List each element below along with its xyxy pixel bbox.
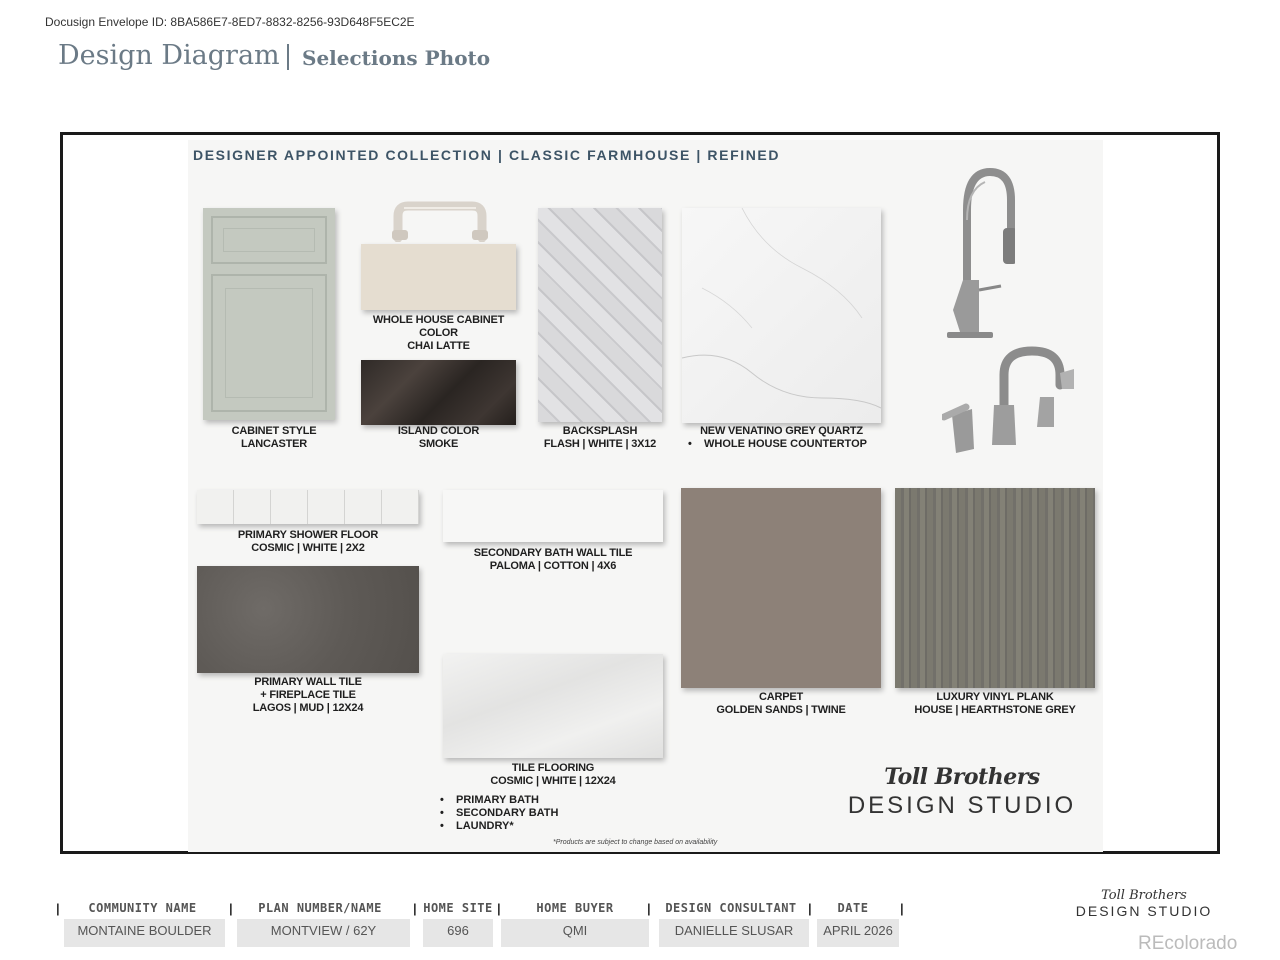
secondary-bath-label: SECONDARY BATH WALL TILE PALOMA | COTTON | 4X6 (473, 547, 633, 572)
secondary-bath-wall-swatch (443, 490, 663, 542)
date-field: APRIL 2026 (817, 919, 899, 947)
design-consultant-header: DESIGN CONSULTANT (665, 901, 797, 915)
envelope-id: Docusign Envelope ID: 8BA586E7-8ED7-8832-8256-93D648F5EC2E (45, 15, 415, 29)
primary-wall-tile-swatch (197, 566, 419, 673)
disclaimer: *Products are subject to change based on availability (553, 839, 718, 846)
footer-divider: | (808, 901, 812, 916)
island-label: ISLAND COLOR SMOKE (397, 425, 480, 450)
page-title: Design Diagram (58, 40, 280, 71)
home-buyer-field: QMI (501, 919, 649, 947)
footer-divider: | (647, 901, 651, 916)
shower-floor-swatch (197, 490, 419, 524)
lvp-swatch (895, 488, 1095, 688)
cabinet-pull-icon (390, 190, 490, 242)
tile-flooring-label: TILE FLOORING COSMIC | WHITE | 12X24 (490, 762, 616, 787)
shower-floor-label: PRIMARY SHOWER FLOOR COSMIC | WHITE | 2X2 (237, 529, 379, 554)
lvp-label: LUXURY VINYL PLANK HOUSE | HEARTHSTONE GREY (914, 691, 1076, 716)
carpet-swatch (681, 488, 881, 688)
backsplash-swatch (538, 208, 662, 422)
bath-faucet-icon (942, 345, 1082, 455)
community-name-field: MONTAINE BOULDER (64, 919, 225, 947)
design-consultant-field: DANIELLE SLUSAR (659, 919, 809, 947)
island-smoke-swatch (361, 360, 516, 425)
plan-field: MONTVIEW / 62Y (237, 919, 410, 947)
kitchen-faucet-icon (945, 160, 1015, 340)
community-name-header: COMMUNITY NAME (88, 901, 197, 915)
page-subtitle: Selections Photo (302, 46, 491, 70)
cabinet-door-swatch (203, 208, 335, 420)
footer-divider: | (229, 901, 233, 916)
quartz-veining (682, 208, 881, 423)
watermark: REcolorado (1138, 933, 1238, 954)
footer-brand-logo (1068, 888, 1220, 919)
date-header: DATE (837, 901, 869, 915)
footer-divider: | (900, 901, 904, 916)
chai-latte-swatch (361, 244, 516, 310)
cabinet-label: CABINET STYLE LANCASTER (231, 425, 317, 450)
brand-sub: DESIGN STUDIO (847, 792, 1077, 819)
home-site-field: 696 (423, 919, 493, 947)
home-site-header: HOME SITE (423, 901, 493, 915)
brand-name: Toll Brothers (884, 764, 1040, 790)
home-buyer-header: HOME BUYER (536, 901, 614, 915)
whole-house-cabinet-label: WHOLE HOUSE CABINET COLOR CHAI LATTE (372, 314, 505, 352)
tile-flooring-swatch (443, 654, 663, 758)
board-brand-logo (842, 764, 1082, 820)
footer-brand-sub: DESIGN STUDIO (1075, 903, 1213, 919)
footer-brand-name: Toll Brothers (1101, 888, 1187, 903)
plan-header: PLAN NUMBER/NAME (258, 901, 382, 915)
primary-wall-tile-label: PRIMARY WALL TILE + FIREPLACE TILE LAGOS | MUD | 12X24 (252, 676, 364, 714)
quartz-swatch (682, 208, 881, 423)
backsplash-label: BACKSPLASH FLASH | WHITE | 3X12 (543, 425, 657, 450)
footer-divider: | (413, 901, 417, 916)
title-divider (287, 44, 289, 70)
footer-divider: | (56, 901, 60, 916)
footer-divider: | (497, 901, 501, 916)
carpet-label: CARPET GOLDEN SANDS | TWINE (716, 691, 846, 716)
quartz-bullet: • WHOLE HOUSE COUNTERTOP (688, 438, 867, 451)
quartz-label: NEW VENATINO GREY QUARTZ (700, 425, 863, 437)
collection-title: DESIGNER APPOINTED COLLECTION | CLASSIC FARMHOUSE | REFINED (193, 147, 781, 163)
tile-flooring-bullets: • PRIMARY BATH • SECONDARY BATH • LAUNDRY* (440, 794, 558, 833)
